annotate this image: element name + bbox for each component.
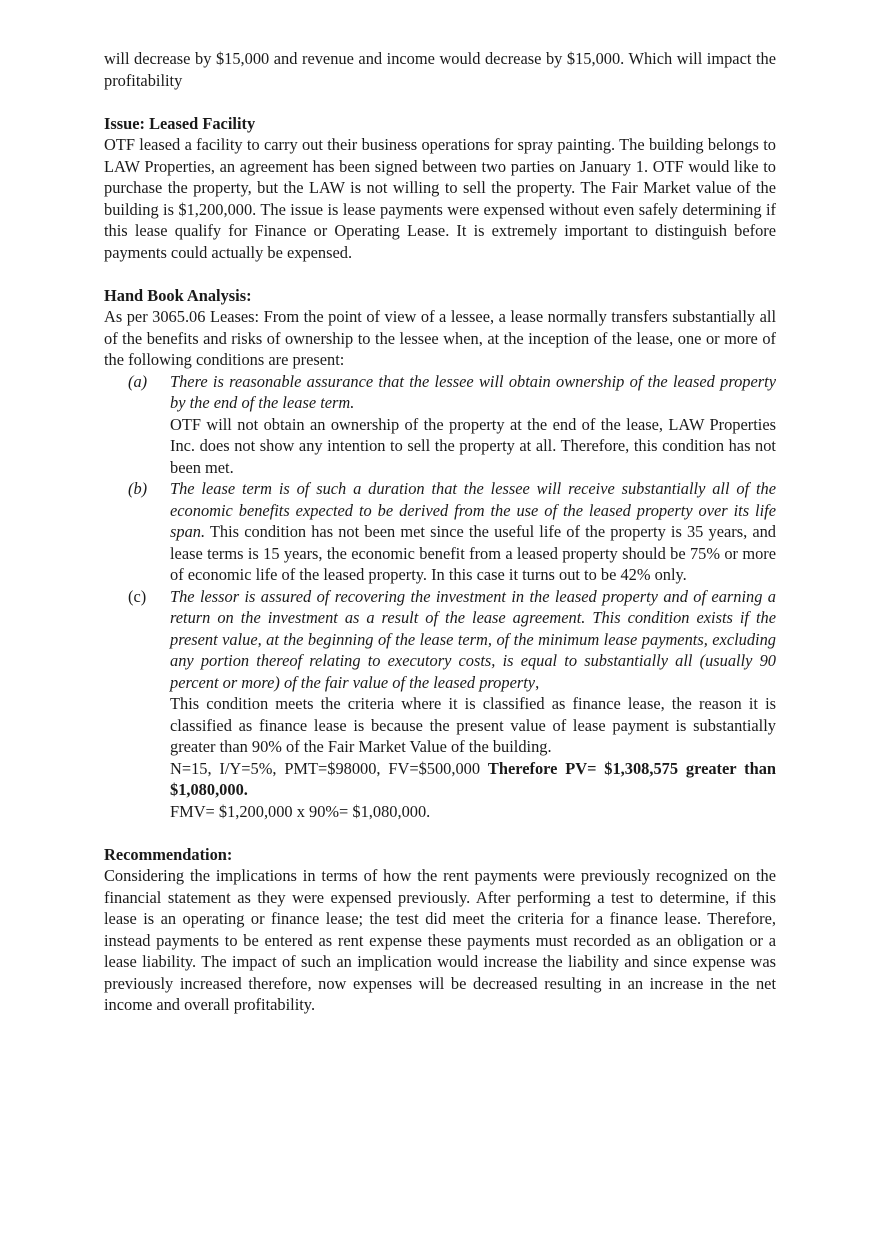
- pv-calculation: [170, 758, 776, 801]
- condition-marker: (a): [128, 371, 148, 391]
- condition-criterion: The lessor is assured of recovering the investment in the leased property and of earning a return on the investment as a result of the lease agreement. This condition exists if the present value, at the beginning of the lease term, of the minimum lease payments, excluding any portion thereof relating to executory costs, is equal to substantially all (usually 90 percent or more) of the fair value of the leased property: [170, 586, 776, 692]
- handbook-intro: As per 3065.06 Leases: From the point of view of a lessee, a lease normally transfers substantially all of the benefits and risks of ownership to the lessee when, at the inception of the lease, one or more of the following conditions are present:: [104, 307, 776, 369]
- issue-paragraph: OTF leased a facility to carry out their business operations for spray painting. The building belongs to LAW Properties, an agreement has been signed between two parties on January 1. OTF would like to purchase the property, but the LAW is not willing to sell the property. The Fair Market value of the building is $1,200,000. The issue is lease payments were expensed without even safely determining if this lease qualify for Finance or Operating Lease. It is extremely important to distinguish before payments could actually be expensed.: [104, 135, 776, 262]
- condition-c: [104, 586, 776, 823]
- condition-marker: (c): [128, 586, 147, 606]
- criterion-end: ,: [535, 672, 540, 692]
- recommendation-heading: Recommendation:: [104, 844, 233, 864]
- spacer: [104, 822, 776, 844]
- condition-analysis: This condition has not been met since the useful life of the property is 35 years, and lease terms is 15 years, the economic benefit from a leased property should be 75% or more of economic life of the leased property. In this case it turns out to be 42% only.: [170, 522, 776, 584]
- condition-analysis: OTF will not obtain an ownership of the property at the end of the lease, LAW Properties Inc. does not show any intention to sell the property at all. Therefore, this condition has not been met.: [170, 414, 776, 477]
- calc-result: Therefore PV= $1,308,575 greater than $1,080,000.: [170, 758, 776, 799]
- conditions-list: [104, 371, 776, 823]
- document-page: [104, 48, 776, 1016]
- spacer: [104, 91, 776, 113]
- spacer: [104, 263, 776, 285]
- condition-b: [104, 478, 776, 586]
- fmv-calculation: FMV= $1,200,000 x 90%= $1,080,000.: [170, 801, 431, 821]
- recommendation-paragraph: Considering the implications in terms of how the rent payments were previously recognized on the financial statement as they were expensed previously. After performing a test to determine, if this lease is an operating or finance lease; the test did meet the criteria for a finance lease. Therefore, instead payments to be entered as rent expense these payments must recorded as an obligation or a lease liability. The impact of such an implication would increase the liability and since expense was previously increased therefore, now expenses will be decreased resulting in an increase in the net income and overall profitability.: [104, 866, 776, 1014]
- condition-criterion: The lease term is of such a duration that the lessee will receive substantially all of the economic benefits expected to be derived from the use of the leased property over its life span.: [170, 479, 776, 541]
- handbook-heading: Hand Book Analysis:: [104, 285, 252, 305]
- calc-inputs: N=15, I/Y=5%, PMT=$98000, FV=$500,000: [170, 758, 488, 778]
- condition-marker: (b): [128, 479, 148, 498]
- condition-criterion: There is reasonable assurance that the lessee will obtain ownership of the leased property by the end of the lease term.: [170, 371, 776, 412]
- condition-paragraph: [170, 478, 776, 586]
- condition-a: [104, 371, 776, 479]
- condition-criterion-paragraph: [170, 586, 776, 694]
- condition-analysis: This condition meets the criteria where it is classified as finance lease, the reason it is classified as finance lease is because the present value of lease payment is substantially greater than 90% of the Fair Market Value of the building.: [170, 694, 776, 756]
- intro-paragraph: will decrease by $15,000 and revenue and income would decrease by $15,000. Which will impact the profitability: [104, 49, 776, 90]
- issue-heading: Issue: Leased Facility: [104, 113, 256, 133]
